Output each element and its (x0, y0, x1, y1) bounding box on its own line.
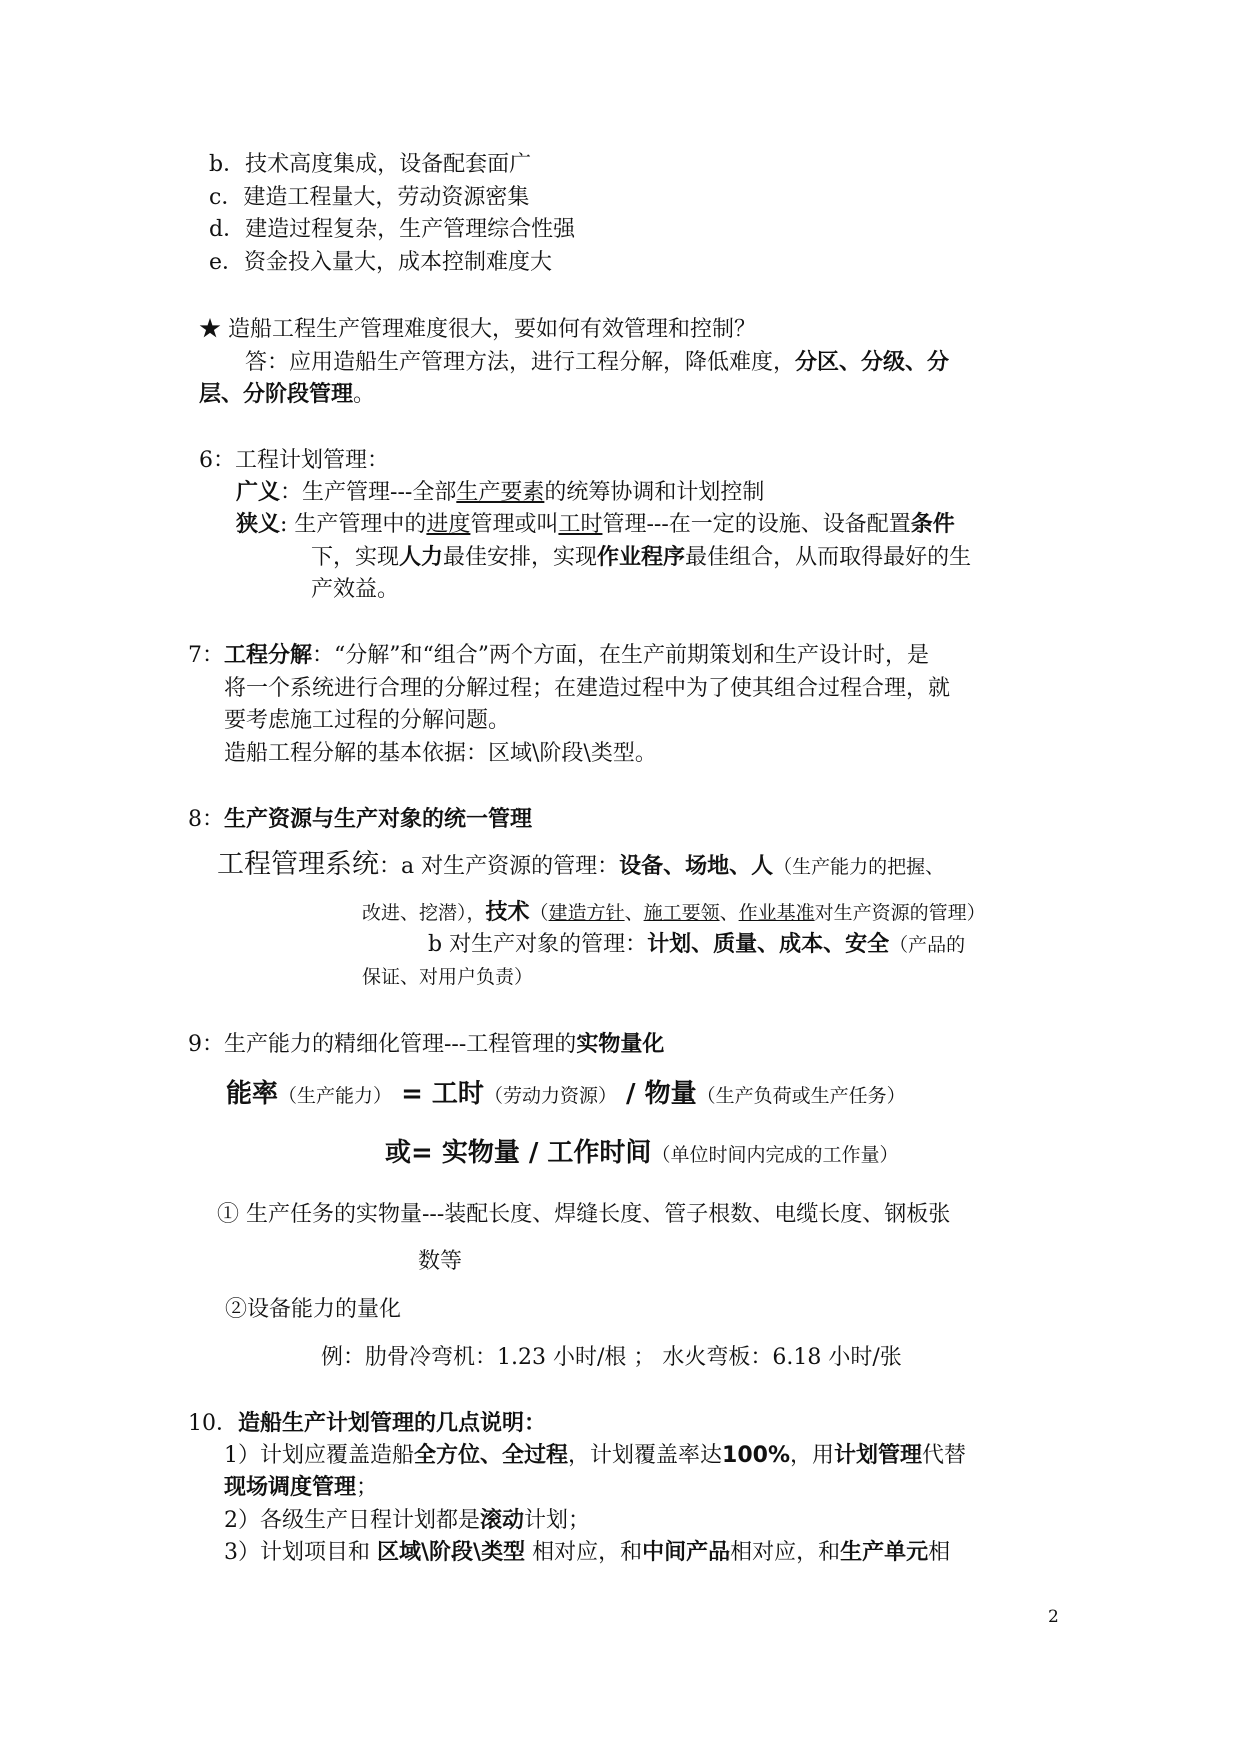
answer-emphasis: 分区、分级、分 (795, 350, 950, 375)
emphasis: 技术 (485, 900, 530, 925)
section-10-line2 (224, 1506, 590, 1536)
example: 例：肋骨冷弯机：1.23 小时/根 ； 水火弯板：6.18 小时/张 (321, 1345, 902, 1370)
emphasis: 现场调度管理 (224, 1475, 357, 1500)
emphasis: 滚动 (480, 1508, 525, 1533)
section-label: 造船生产计划管理的几点说明： (238, 1411, 547, 1436)
section-7-line2: 将一个系统进行合理的分解过程；在建造过程中为了使其组合过程合理，就 (224, 676, 951, 701)
emphasis: 中间产品 (642, 1540, 731, 1565)
section-number: 7： (188, 643, 224, 668)
text: 9：生产能力的精细化管理---工程管理的 (188, 1032, 577, 1057)
star-question: ★ 造船工程生产管理难度很大，要如何有效管理和控制？ (199, 317, 756, 342)
underlined-term: 建造方针 (548, 902, 625, 924)
formula-2 (385, 1135, 898, 1173)
note: （单位时间内完成的工作量） (651, 1144, 899, 1166)
note: （生产能力） (278, 1085, 393, 1107)
item-2: ②设备能力的量化 (225, 1297, 402, 1322)
note: （生产负荷或生产任务） (696, 1085, 906, 1107)
operator: = (392, 1079, 432, 1109)
star-answer-line1 (245, 348, 949, 378)
text: ，计划覆盖率达 (568, 1443, 723, 1468)
narrow-label: 狭义 (236, 512, 281, 537)
emphasis: 人力 (399, 545, 444, 570)
section-10-line1-cont (224, 1473, 378, 1503)
section-8-a (217, 850, 944, 882)
note: （产品的 (889, 934, 966, 956)
section-7-line3: 要考虑施工过程的分解问题。 (224, 708, 511, 733)
section-8-b-line2 (362, 962, 533, 992)
text: 最佳组合，从而取得最好的生 (685, 545, 972, 570)
text: ，用 (790, 1443, 835, 1468)
underlined-term: 生产要素 (456, 480, 545, 505)
system-label: 工程管理系统 (217, 849, 379, 880)
underlined-term: 施工要领 (643, 902, 720, 924)
section-8-a-line2 (362, 898, 986, 928)
section-6-broad (236, 478, 764, 508)
formula-term: 工时 (431, 1079, 484, 1109)
text: 的统筹协调和计划控制 (544, 480, 765, 505)
note: 保证、对用户负责） (362, 966, 534, 988)
answer-text: 答：应用造船生产管理方法，进行工程分解，降低难度， (245, 350, 796, 375)
note: （生产能力的把握、 (773, 856, 945, 878)
operator: / (616, 1079, 645, 1109)
formula-term: 或= 实物量 / 工作时间 (385, 1138, 652, 1168)
text: 下，实现 (311, 545, 400, 570)
answer-emphasis: 层、分阶段管理 (199, 382, 354, 407)
emphasis: 全方位、全过程 (414, 1443, 569, 1468)
text: b 对生产对象的管理： (428, 932, 648, 957)
section-6-title: 6：工程计划管理： (199, 448, 389, 473)
item-1-cont: 数等 (418, 1249, 463, 1274)
page-number: 2 (1048, 1607, 1059, 1627)
section-number: 8： (188, 807, 224, 832)
text: 、 (624, 902, 644, 924)
section-10-title (188, 1409, 546, 1439)
text: 相 (928, 1540, 951, 1565)
broad-label: 广义 (236, 480, 281, 505)
emphasis: 生产单元 (840, 1540, 929, 1565)
underlined-term: 作业基准 (738, 902, 815, 924)
text: 管理---在一定的设施、设备配置 (602, 512, 911, 537)
feature-c: c．建造工程量大，劳动资源密集 (209, 185, 530, 210)
section-6-narrow-line3: 产效益。 (311, 577, 400, 602)
text: 代替 (922, 1443, 967, 1468)
text: 计划； (524, 1508, 591, 1533)
text: 、 (719, 902, 739, 924)
answer-text: 。 (353, 382, 376, 407)
formula-1 (226, 1076, 906, 1114)
star-answer-line2 (199, 380, 375, 410)
text: 相对应，和 (730, 1540, 841, 1565)
section-7-line4: 造船工程分解的基本依据：区域\阶段\类型。 (224, 741, 657, 766)
emphasis: 作业程序 (597, 545, 686, 570)
formula-term: 能率 (226, 1079, 279, 1109)
text: ：“分解”和“组合”两个方面，在生产前期策划和生产设计时，是 (312, 643, 930, 668)
text: ：a 对生产资源的管理： (379, 854, 620, 879)
text: 最佳安排，实现 (443, 545, 598, 570)
section-7-line1 (188, 641, 929, 671)
text: ； (356, 1475, 379, 1500)
text: : 生产管理中的 (280, 512, 427, 537)
text: 管理或叫 (470, 512, 559, 537)
note: 改进、挖潜）， (362, 902, 486, 924)
formula-term: 物量 (644, 1079, 697, 1109)
feature-b: b．技术高度集成，设备配套面广 (209, 152, 532, 177)
emphasis: 条件 (910, 512, 955, 537)
item-1: ① 生产任务的实物量---装配长度、焊缝长度、管子根数、电缆长度、钢板张 (217, 1202, 951, 1227)
emphasis: 设备、场地、人 (619, 854, 774, 879)
section-8-title (188, 805, 532, 835)
section-label: 工程分解 (224, 643, 313, 668)
text: （ (529, 902, 549, 924)
emphasis: 计划管理 (834, 1443, 923, 1468)
emphasis: 实物量化 (576, 1032, 665, 1057)
emphasis: 区域\阶段\类型 (377, 1540, 526, 1565)
section-label: 生产资源与生产对象的统一管理 (224, 807, 533, 832)
section-10-line1 (224, 1441, 966, 1471)
emphasis: 100% (722, 1443, 790, 1468)
text: ：生产管理---全部 (280, 480, 457, 505)
text: 3）计划项目和 (224, 1540, 377, 1565)
feature-d: d．建造过程复杂，生产管理综合性强 (209, 217, 576, 242)
text: 1）计划应覆盖造船 (224, 1443, 414, 1468)
text: 对生产资源的管理） (814, 902, 986, 924)
text: 相对应，和 (525, 1540, 643, 1565)
feature-e: e．资金投入量大，成本控制难度大 (209, 250, 553, 275)
section-6-narrow-line2 (311, 543, 971, 573)
section-10-line3 (224, 1538, 950, 1568)
section-9-title (188, 1030, 664, 1060)
underlined-term: 进度 (426, 512, 471, 537)
section-number: 10． (188, 1411, 238, 1436)
underlined-term: 工时 (558, 512, 603, 537)
section-8-b (428, 930, 965, 960)
text: 2）各级生产日程计划都是 (224, 1508, 480, 1533)
emphasis: 计划、质量、成本、安全 (647, 932, 890, 957)
section-6-narrow (236, 510, 955, 540)
note: （劳动力资源） (483, 1085, 617, 1107)
